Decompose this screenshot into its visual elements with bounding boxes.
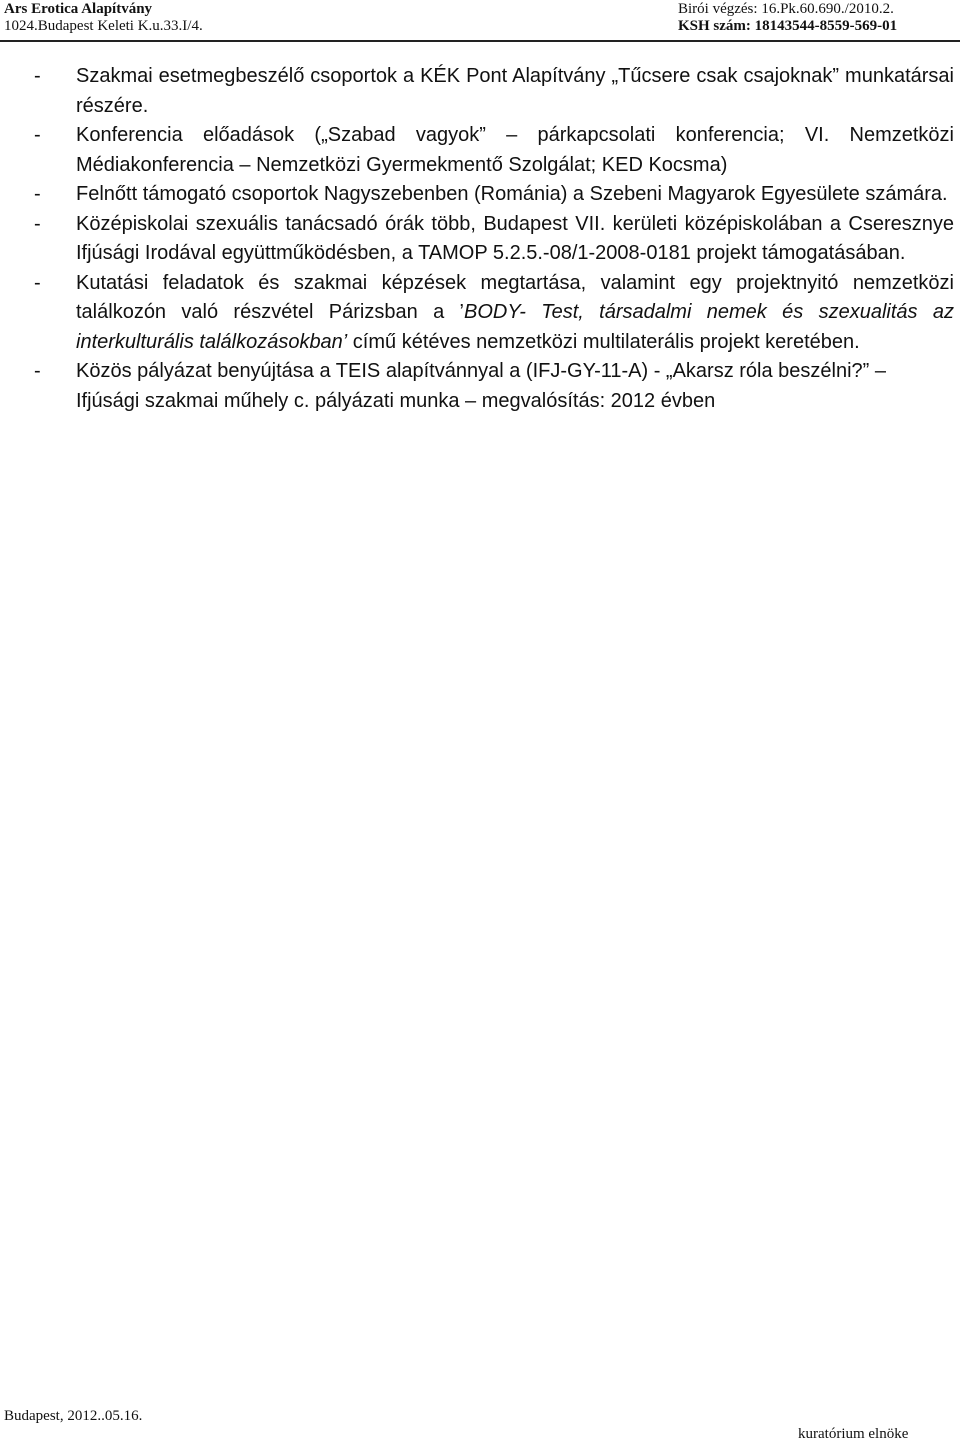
list-item [34, 180, 954, 210]
court-ruling: Birói végzés: 16.Pk.60.690./2010.2. [678, 1, 894, 17]
list-item-text: Konferencia előadások („Szabad vagyok” – párkapcsolati konferencia; VI. Nemzetközi Médiakonferencia – Nemzetközi Gyermekmentő Szolgálat; KED Kocsma) [76, 124, 954, 176]
list-dash: - [34, 271, 41, 294]
list-item-text: Felnőtt támogató csoportok Nagyszebenben (Románia) a Szebeni Magyarok Egyesülete számára. [76, 183, 948, 205]
list-item-text: Szakmai esetmegbeszélő csoportok a KÉK Pont Alapítvány „Tűcsere csak csajoknak” munkatársai részére. [76, 65, 954, 117]
letterhead-right [678, 1, 897, 35]
letterhead-left [4, 1, 203, 35]
list-dash: - [34, 65, 41, 87]
list-item-text-end: című kétéves nemzetközi multilaterális projekt keretében. [347, 330, 860, 353]
list-dash: - [34, 212, 41, 235]
list-item-text: Középiskolai szexuális tanácsadó órák több, Budapest VII. kerületi középiskolában a Cseresznye Ifjúsági Irodával együttműködésben, a TAMOP 5.2.5.-08/1-2008-0181 projekt támogatásában. [76, 212, 954, 264]
list-dash: - [34, 360, 41, 382]
list-item [34, 62, 954, 121]
list-item [34, 210, 954, 269]
list-item [34, 121, 954, 180]
list-item [34, 357, 954, 416]
project-title-italic: BODY- Test, társadalmi nemek és szexualitás az interkulturális találkozásokban’ [76, 301, 955, 353]
list-item-text: Közös pályázat benyújtása a TEIS alapítvánnyal a (IFJ-GY-11-A) - „Akarsz róla beszélni?” – Ifjúsági szakmai műhely c. pályázati munka – megvalósítás: 2012 évben [76, 360, 887, 412]
ksh-number: KSH szám: 18143544-8559-569-01 [678, 18, 898, 34]
list-dash: - [34, 183, 41, 205]
footer-date: Budapest, 2012..05.16. [4, 1408, 143, 1424]
org-address: 1024.Budapest Keleti K.u.33.I/4. [4, 18, 203, 34]
list-item-text: Kutatási feladatok és szakmai képzések megtartása, valamint egy projektnyitó nemzetközi találkozón való részvétel Párizsban a ’ [76, 271, 954, 323]
letterhead [0, 0, 960, 42]
org-name: Ars Erotica Alapítvány [4, 1, 153, 17]
list-dash: - [34, 124, 41, 146]
activity-list [34, 62, 954, 416]
footer-signature-title: kuratórium elnöke [798, 1426, 909, 1442]
list-item [34, 269, 954, 358]
